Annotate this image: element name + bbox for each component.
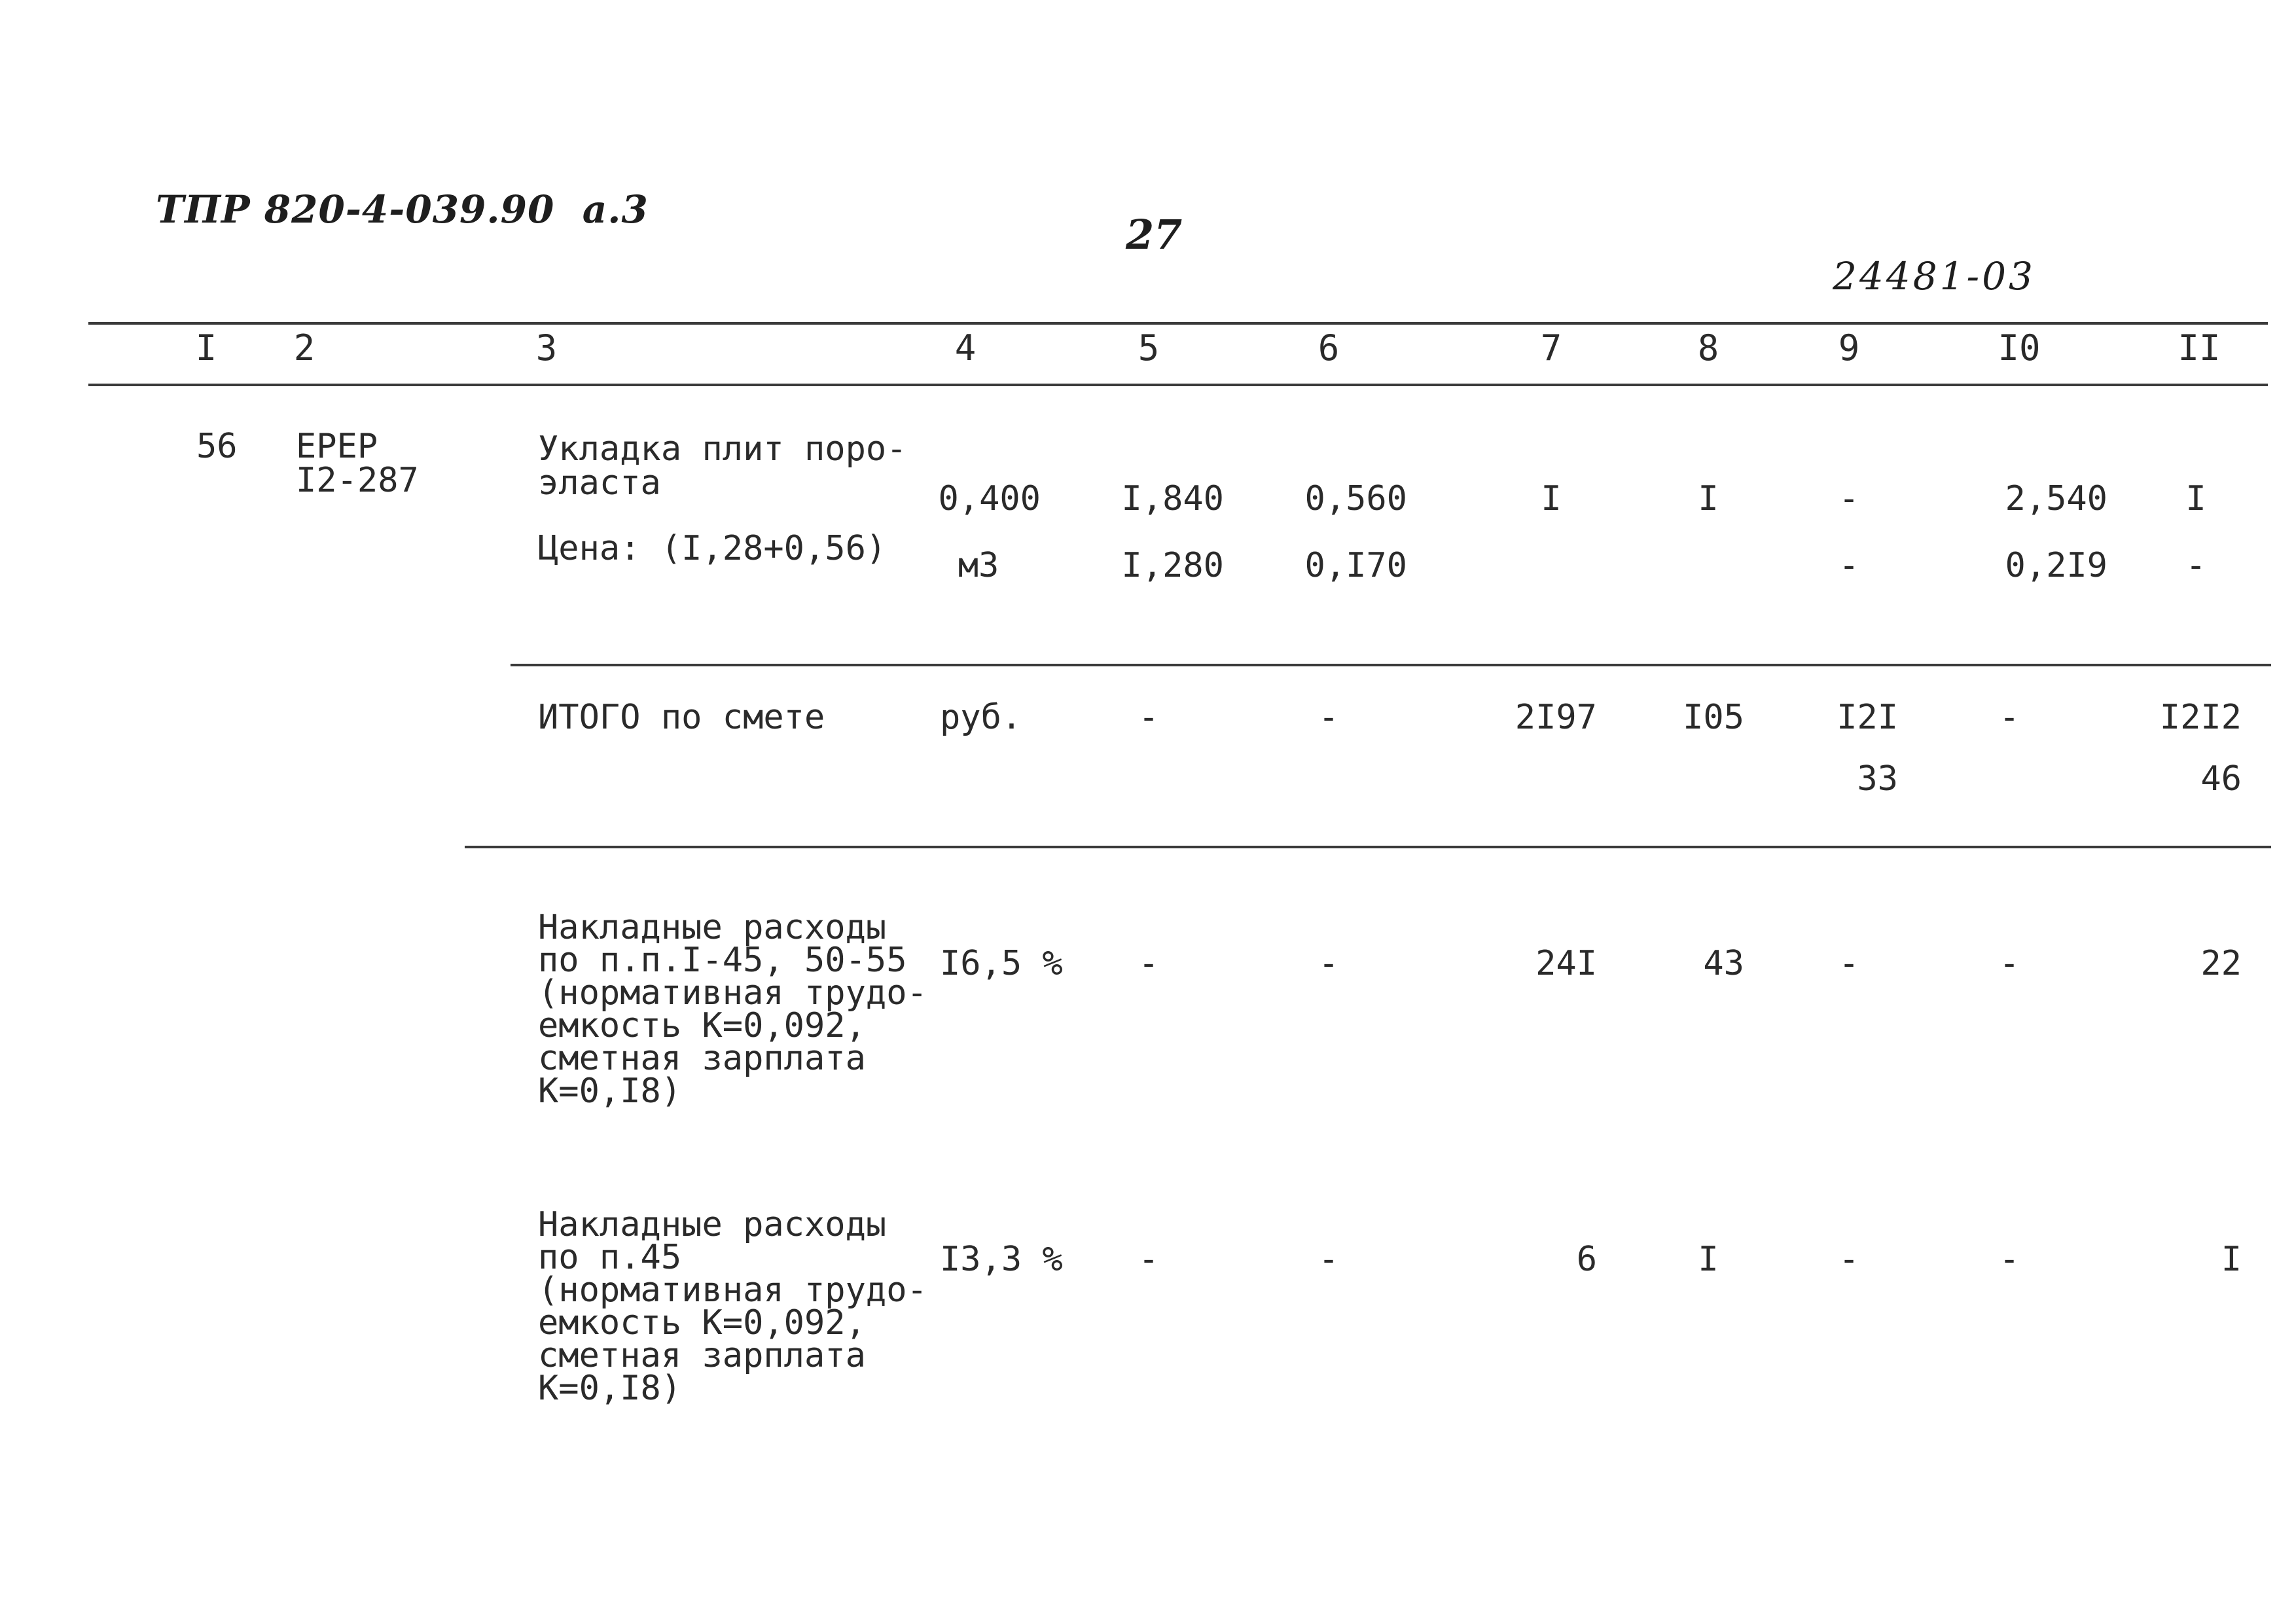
- item-description-line1: Укладка плит поро-: [538, 429, 907, 469]
- item-price-formula: Цена: (I,28+0,56): [538, 529, 887, 568]
- overhead1-col11: 22: [2200, 944, 2242, 983]
- total-col5: -: [1138, 698, 1159, 737]
- column-header-5: 5: [1138, 327, 1160, 369]
- column-header-8: 8: [1697, 327, 1719, 369]
- item-quantity: 0,400: [938, 479, 1041, 518]
- total-col11-second: 46: [2200, 759, 2242, 799]
- item-col9-row2: -: [1839, 546, 1859, 585]
- item-number: 56: [196, 427, 238, 466]
- column-header-4: 4: [954, 327, 977, 369]
- item-col7-row1: I: [1541, 479, 1562, 518]
- total-col10: -: [1999, 698, 2020, 737]
- column-header-11: II: [2178, 327, 2221, 369]
- item-col8-row1: I: [1698, 479, 1719, 518]
- item-col5-row1: I,840: [1121, 479, 1224, 518]
- overhead1-col7: 24I: [1535, 944, 1597, 983]
- overhead1-line3: (нормативная трудо-: [538, 973, 927, 1013]
- overhead2-col9: -: [1839, 1240, 1859, 1279]
- overhead2-col7: 6: [1576, 1240, 1597, 1279]
- column-header-6: 6: [1318, 327, 1340, 369]
- overhead2-col5: -: [1138, 1240, 1159, 1279]
- overhead2-line4: емкость К=0,092,: [538, 1303, 866, 1343]
- overhead1-col9: -: [1839, 944, 1859, 983]
- item-col5-row2: I,280: [1121, 546, 1224, 585]
- overhead1-line2: по п.п.I-45, 50-55: [538, 941, 907, 980]
- overhead2-col11: I: [2221, 1240, 2242, 1279]
- overhead2-rate: I3,3 %: [940, 1240, 1063, 1279]
- sheet-number: 24481-03: [1833, 254, 2036, 298]
- item-col11-row2: -: [2185, 546, 2206, 585]
- total-bottom-rule: [465, 846, 2271, 848]
- total-col7: 2I97: [1515, 698, 1597, 737]
- total-col8: I05: [1683, 698, 1744, 737]
- column-header-3: 3: [535, 327, 558, 369]
- overhead1-col5: -: [1138, 944, 1159, 983]
- item-code-line1: ЕРЕР: [296, 427, 378, 466]
- item-col11-row1: I: [2185, 479, 2206, 518]
- overhead1-rate: I6,5 %: [940, 944, 1063, 983]
- column-header-10: I0: [1998, 327, 2041, 369]
- overhead2-line5: сметная зарплата: [538, 1336, 866, 1375]
- header-bottom-rule: [88, 384, 2268, 386]
- overhead1-line1: Накладные расходы: [538, 908, 887, 947]
- overhead2-line1: Накладные расходы: [538, 1205, 887, 1244]
- overhead2-line6: К=0,I8): [538, 1369, 682, 1408]
- item-description-line2: эласта: [538, 463, 661, 503]
- column-header-1: I: [195, 327, 217, 369]
- overhead2-col6: -: [1318, 1240, 1339, 1279]
- total-col11: I2I2: [2159, 698, 2242, 737]
- item-col6-row1: 0,560: [1304, 479, 1407, 518]
- total-col9: I2I: [1837, 698, 1898, 737]
- column-header-7: 7: [1540, 327, 1562, 369]
- overhead1-col10: -: [1999, 944, 2020, 983]
- overhead1-line4: емкость К=0,092,: [538, 1006, 866, 1045]
- document-code: ТПР 820-4-039.90 а.3: [156, 187, 649, 232]
- item-col6-row2: 0,I70: [1304, 546, 1407, 585]
- total-col6: -: [1318, 698, 1339, 737]
- item-code-line2: I2-287: [296, 461, 419, 500]
- overhead2-col10: -: [1999, 1240, 2020, 1279]
- item-col9-row1: -: [1839, 479, 1859, 518]
- overhead2-line3: (нормативная трудо-: [538, 1271, 927, 1310]
- overhead1-line6: К=0,I8): [538, 1072, 682, 1111]
- table-top-rule: [88, 322, 2268, 325]
- overhead1-line5: сметная зарплата: [538, 1039, 866, 1078]
- item-col10-row1: 2,540: [2005, 479, 2108, 518]
- column-header-2: 2: [293, 327, 315, 369]
- column-header-9: 9: [1838, 327, 1860, 369]
- total-unit: руб.: [940, 698, 1022, 737]
- overhead2-line2: по п.45: [538, 1238, 682, 1277]
- total-top-rule: [511, 664, 2271, 666]
- overhead1-col6: -: [1318, 944, 1339, 983]
- page-number: 27: [1126, 211, 1183, 259]
- overhead2-col8: I: [1698, 1240, 1719, 1279]
- total-label: ИТОГО по смете: [538, 698, 825, 737]
- total-col9-second: 33: [1857, 759, 1898, 799]
- overhead1-col8: 43: [1703, 944, 1744, 983]
- item-unit: м3: [958, 546, 999, 585]
- item-col10-row2: 0,2I9: [2005, 546, 2108, 585]
